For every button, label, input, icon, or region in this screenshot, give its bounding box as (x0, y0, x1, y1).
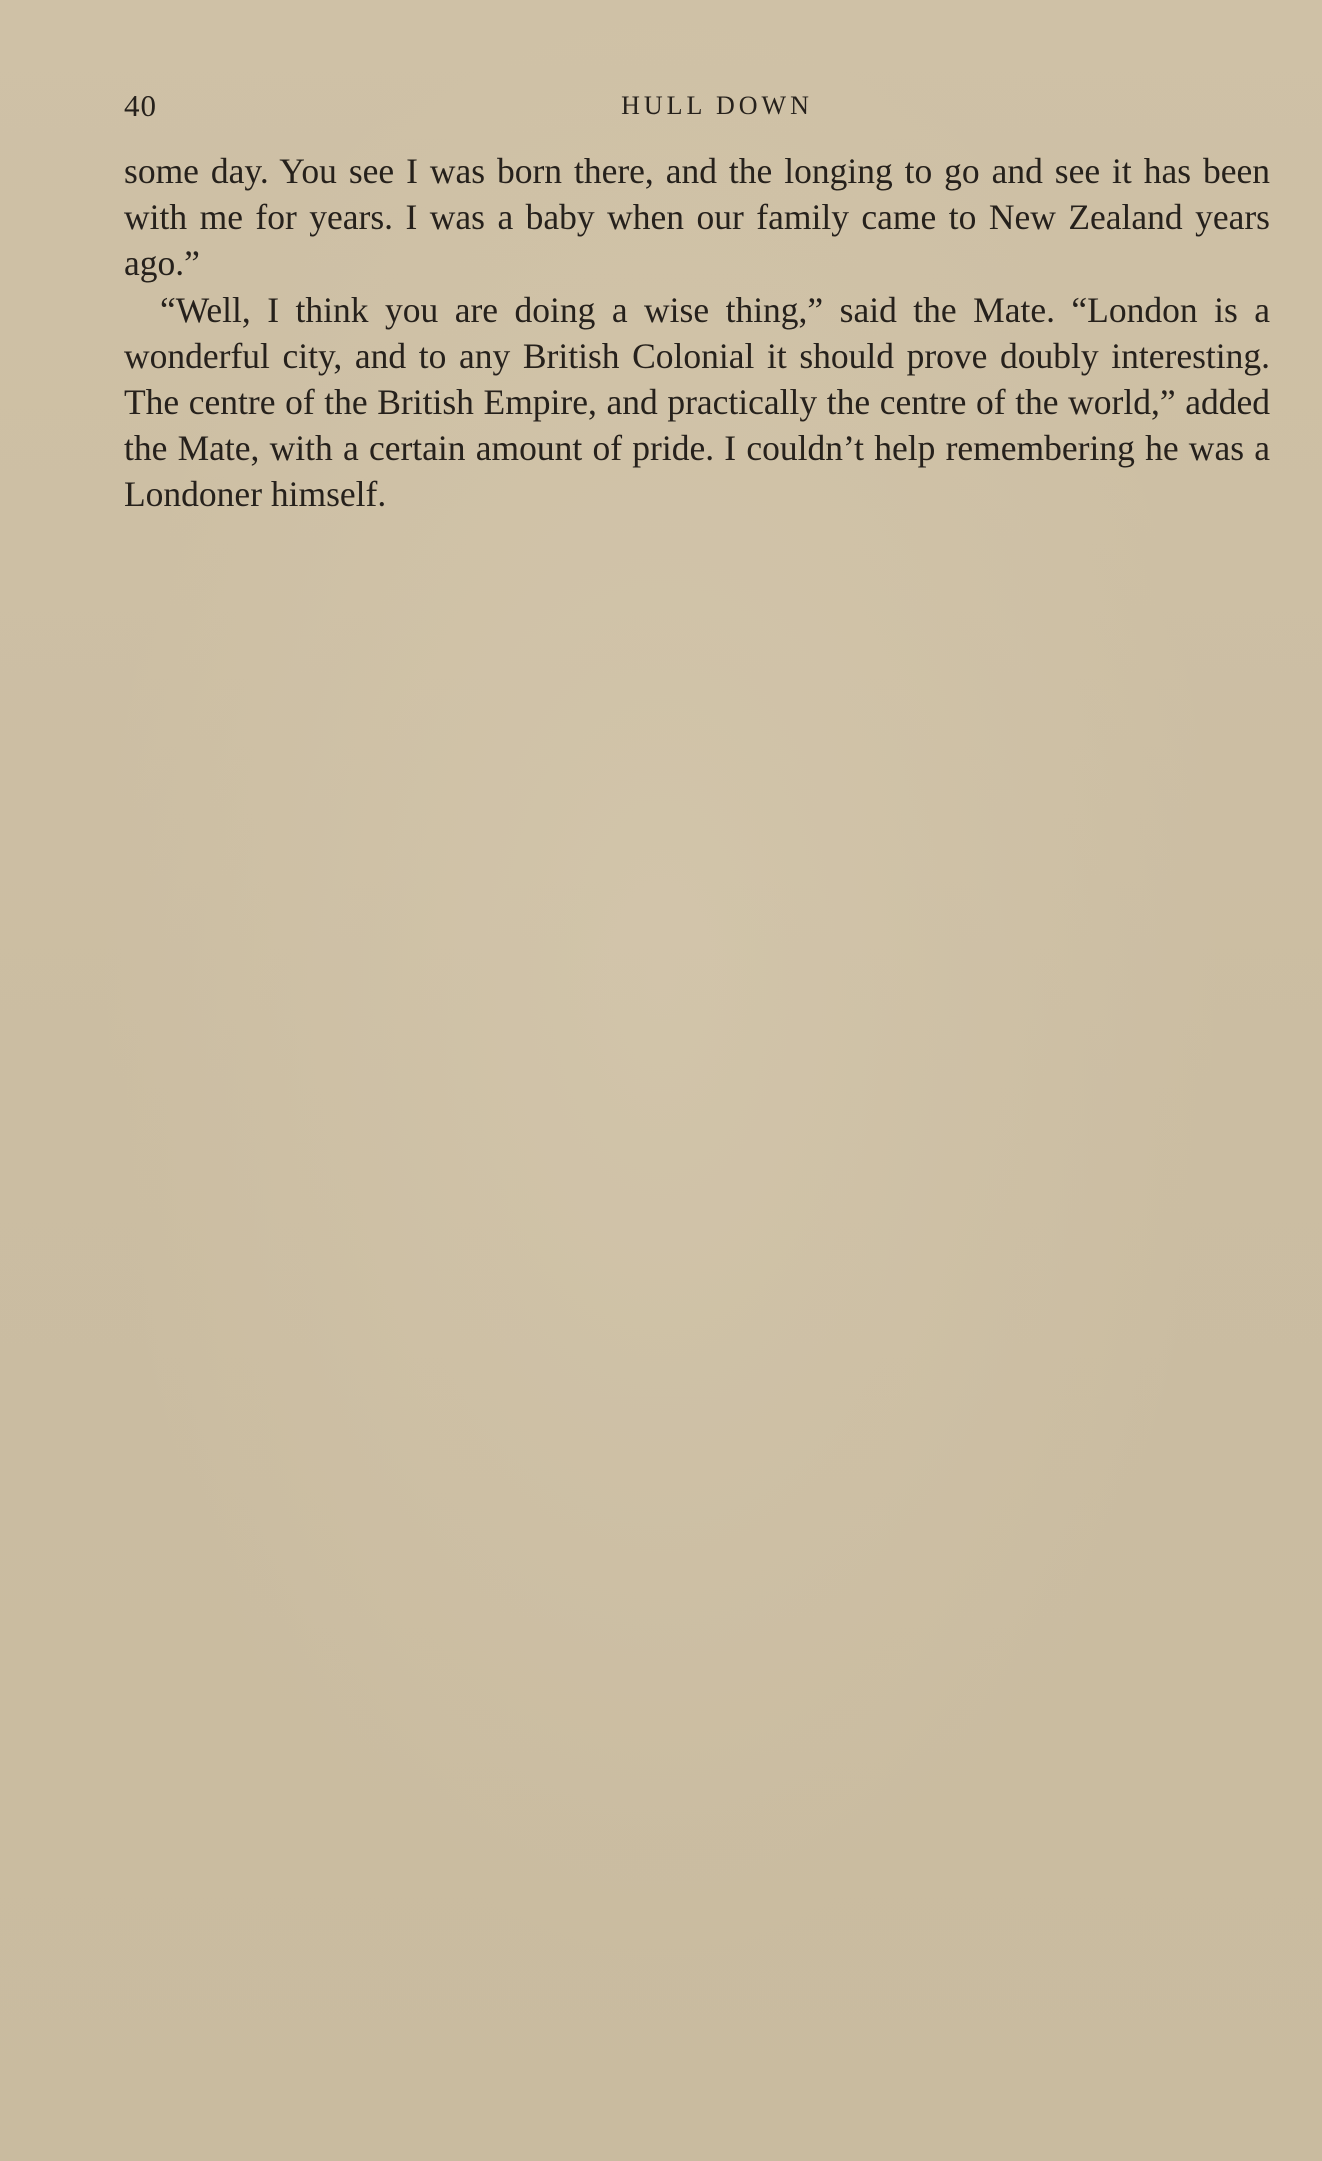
paragraph: some day. You see I was born there, and the longing to go and see it has been with me for years. I was a baby when our family came to New Zealand years ago.” (124, 151, 1270, 284)
running-title: HULL DOWN (621, 91, 813, 120)
body-text (124, 148, 1270, 518)
page-number: 40 (124, 88, 157, 123)
page-header (124, 84, 1270, 128)
paragraph: “Well, I think you are doing a wise thing,” said the Mate. “London is a wonderful city, and to any British Colonial it should prove doubly interesting. The centre of the British Empire, and practically the centre of the world,” added the Mate, with a certain amount of pride. I couldn’t help remembering he was a Londoner himself. (124, 289, 1270, 515)
